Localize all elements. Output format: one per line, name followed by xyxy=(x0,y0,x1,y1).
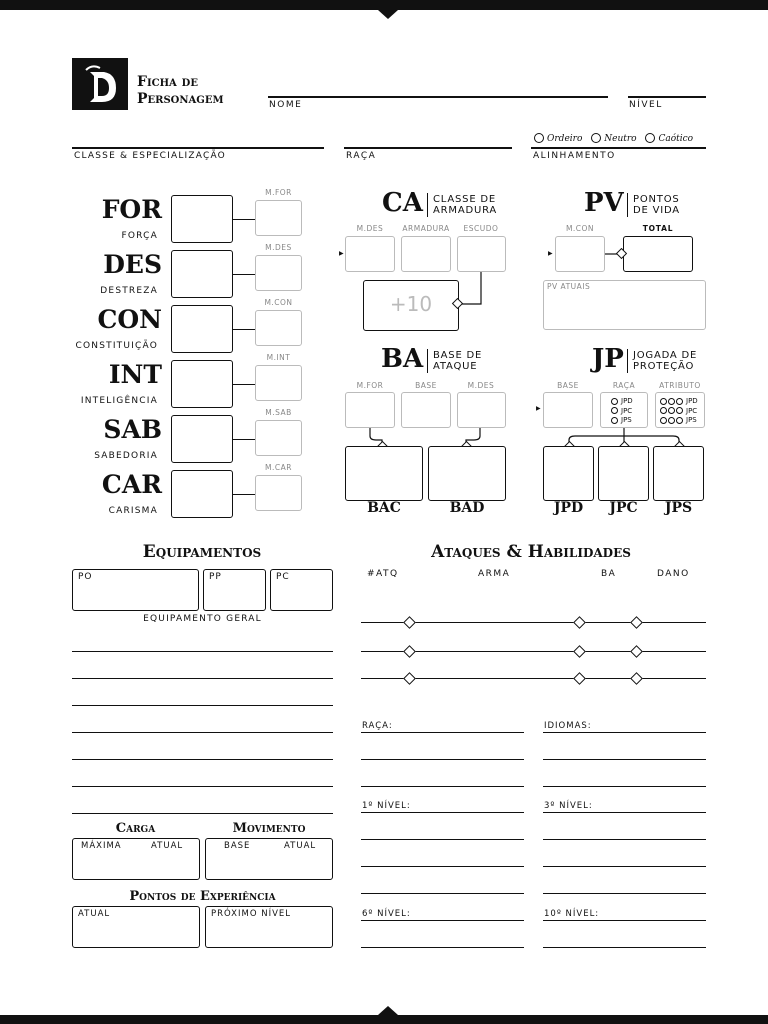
pp-box[interactable] xyxy=(203,569,266,611)
level6-label: 6º NÍVEL: xyxy=(362,909,411,919)
jp-arrow: ▶ xyxy=(536,405,541,412)
jp-race-jps[interactable]: JPS xyxy=(611,416,647,426)
attr-car-mod-box[interactable] xyxy=(255,475,302,511)
load-title: Carga xyxy=(115,821,156,836)
attr-int-connector xyxy=(233,384,255,385)
alignment-option-ordeiro[interactable]: Ordeiro xyxy=(534,134,582,144)
jp-attr-jps[interactable]: JPS xyxy=(660,416,704,426)
attr-for-box[interactable] xyxy=(171,195,233,243)
move-base-label: BASE xyxy=(224,841,251,851)
load-max-label: MÁXIMA xyxy=(81,841,122,851)
general-equipment-label: EQUIPAMENTO GERAL xyxy=(143,614,262,624)
attack-row-diamond xyxy=(630,645,643,658)
attr-car-name: CARISMA xyxy=(108,506,158,516)
jps-box[interactable] xyxy=(653,446,704,501)
attack-row-diamond xyxy=(403,645,416,658)
attr-sab-box[interactable] xyxy=(171,415,233,463)
ca-armor-box[interactable] xyxy=(401,236,451,272)
load-box[interactable] xyxy=(72,838,200,880)
attr-int-name: INTELIGÊNCIA xyxy=(80,396,158,406)
attr-for-name: FORÇA xyxy=(121,231,158,241)
attr-con-mod-label: M.CON xyxy=(264,298,293,307)
ability-line-right[interactable] xyxy=(543,866,706,867)
equipment-title: Equipamentos xyxy=(142,542,262,562)
attr-con-mod-box[interactable] xyxy=(255,310,302,346)
ability-line-left[interactable] xyxy=(361,920,524,921)
ability-line-right[interactable] xyxy=(543,732,706,733)
languages-label: IDIOMAS: xyxy=(544,721,592,731)
attack-row-diamond xyxy=(630,672,643,685)
attr-sab-name: SABEDORIA xyxy=(94,451,158,461)
name-label: NOME xyxy=(269,100,303,110)
level10-label: 10º NÍVEL: xyxy=(544,909,600,919)
jps-label: JPS xyxy=(664,500,693,516)
alignment-option-caotico[interactable]: Caótico xyxy=(645,134,693,144)
pc-box[interactable] xyxy=(270,569,333,611)
ca-base-value: +10 xyxy=(389,292,433,316)
jpc-label: JPC xyxy=(609,500,638,516)
class-field[interactable] xyxy=(72,147,324,149)
bac-label: BAC xyxy=(367,500,401,516)
equipment-line[interactable] xyxy=(72,732,333,733)
ability-line-right[interactable] xyxy=(543,920,706,921)
alignment-options xyxy=(534,133,693,144)
pv-mcon-label: M.CON xyxy=(565,224,595,233)
ba-mdes-box[interactable] xyxy=(457,392,506,428)
ability-line-right[interactable] xyxy=(543,947,706,948)
race-field[interactable] xyxy=(344,147,512,149)
attr-con-box[interactable] xyxy=(171,305,233,353)
ability-line-right[interactable] xyxy=(543,759,706,760)
attr-for-abbr: FOR xyxy=(101,195,162,224)
ability-line-left[interactable] xyxy=(361,947,524,948)
level-label: NÍVEL xyxy=(629,100,663,110)
bad-box[interactable] xyxy=(428,446,506,501)
jp-divider xyxy=(627,349,628,373)
attack-row-diamond xyxy=(573,616,586,629)
race-abilities-label: RAÇA: xyxy=(362,721,393,731)
col-weapon: ARMA xyxy=(478,569,511,579)
pv-mcon-box[interactable] xyxy=(555,236,605,272)
attr-car-connector xyxy=(233,494,255,495)
level3-label: 3º NÍVEL: xyxy=(544,801,593,811)
attr-des-box[interactable] xyxy=(171,250,233,298)
jp-base-box[interactable] xyxy=(543,392,593,428)
jp-attr-jpc[interactable]: JPC xyxy=(660,407,704,417)
attr-car-box[interactable] xyxy=(171,470,233,518)
attr-des-abbr: DES xyxy=(103,250,162,279)
attack-row-diamond xyxy=(573,672,586,685)
pc-label: PC xyxy=(276,572,290,582)
attr-car-abbr: CAR xyxy=(101,470,162,499)
attr-sab-connector xyxy=(233,439,255,440)
ability-line-left[interactable] xyxy=(361,839,524,840)
attack-row-diamond xyxy=(573,645,586,658)
movement-box[interactable] xyxy=(205,838,333,880)
bad-label: BAD xyxy=(449,500,485,516)
pv-title: PV xyxy=(584,188,624,218)
ba-base-box[interactable] xyxy=(401,392,451,428)
level-field[interactable] xyxy=(628,96,706,98)
attr-des-connector xyxy=(233,274,255,275)
ba-base-label: BASE xyxy=(415,381,437,390)
ca-connector xyxy=(440,270,490,310)
xp-next-box[interactable] xyxy=(205,906,333,948)
ca-title: CA xyxy=(382,188,423,218)
jp-race-box xyxy=(600,392,648,428)
ability-line-left[interactable] xyxy=(361,812,524,813)
class-label: CLASSE & ESPECIALIZAÇÃO xyxy=(74,151,226,161)
attr-for-connector xyxy=(233,219,255,220)
ability-line-left[interactable] xyxy=(361,893,524,894)
attacks-title: Ataques & Habilidades xyxy=(431,542,631,562)
ability-line-left[interactable] xyxy=(361,732,524,733)
po-box[interactable] xyxy=(72,569,199,611)
ca-desc: CLASSE DE ARMADURA xyxy=(433,194,498,216)
equipment-line[interactable] xyxy=(72,759,333,760)
attr-int-abbr: INT xyxy=(108,360,162,389)
xp-current-box[interactable] xyxy=(72,906,200,948)
ability-line-right[interactable] xyxy=(543,812,706,813)
move-current-label: ATUAL xyxy=(284,841,317,851)
ability-line-left[interactable] xyxy=(361,759,524,760)
top-notch xyxy=(378,10,398,19)
race-label: RAÇA xyxy=(346,151,377,161)
attr-des-mod-box[interactable] xyxy=(255,255,302,291)
ba-mdes-label: M.DES xyxy=(467,381,495,390)
attack-row-diamond xyxy=(630,616,643,629)
jp-title: JP xyxy=(592,344,624,374)
bottom-notch xyxy=(378,1006,398,1015)
equipment-line[interactable] xyxy=(72,786,333,787)
bottom-bar xyxy=(0,1015,768,1024)
ability-line-right[interactable] xyxy=(543,786,706,787)
pv-divider xyxy=(627,193,628,217)
attr-for-mod-box[interactable] xyxy=(255,200,302,236)
load-current-label: ATUAL xyxy=(151,841,184,851)
pv-arrow: ▶ xyxy=(548,250,553,257)
attr-con-name: CONSTITUIÇÃO xyxy=(75,341,158,351)
ba-desc: BASE DE ATAQUE xyxy=(433,350,483,372)
top-bar xyxy=(0,0,768,10)
xp-next-label: PRÓXIMO NÍVEL xyxy=(211,909,292,919)
alignment-label: ALINHAMENTO xyxy=(533,151,616,161)
ability-line-left[interactable] xyxy=(361,786,524,787)
jp-base-label: BASE xyxy=(557,381,579,390)
ca-mdes-box[interactable] xyxy=(345,236,395,272)
ca-mdes-label: M.DES xyxy=(356,224,384,233)
jp-desc: JOGADA DE PROTEÇÃO xyxy=(633,350,698,372)
equipment-line[interactable] xyxy=(72,678,333,679)
sheet-title: Ficha de Personagem xyxy=(137,74,224,107)
col-ba: BA xyxy=(601,569,617,579)
ability-line-right[interactable] xyxy=(543,893,706,894)
attr-con-connector xyxy=(233,329,255,330)
alignment-field[interactable] xyxy=(531,147,706,149)
ca-armor-label: ARMADURA xyxy=(402,224,450,233)
alignment-option-neutro[interactable]: Neutro xyxy=(591,134,636,144)
ca-divider xyxy=(427,193,428,217)
level1-label: 1º NÍVEL: xyxy=(362,801,411,811)
ba-title: BA xyxy=(381,344,424,374)
pv-total-box[interactable] xyxy=(623,236,693,272)
jp-attribute-label: ATRIBUTO xyxy=(659,381,701,390)
jp-attribute-box xyxy=(655,392,705,428)
ca-shield-label: ESCUDO xyxy=(463,224,499,233)
xp-title: Pontos de Experiência xyxy=(129,889,276,904)
equipment-line[interactable] xyxy=(72,651,333,652)
attack-row-diamond xyxy=(403,672,416,685)
ba-mfor-box[interactable] xyxy=(345,392,395,428)
ba-divider xyxy=(427,349,428,373)
pv-desc: PONTOS DE VIDA xyxy=(633,194,680,216)
attr-int-mod-box[interactable] xyxy=(255,365,302,401)
col-damage: DANO xyxy=(657,569,690,579)
po-label: PO xyxy=(78,572,93,582)
jpd-label: JPD xyxy=(553,500,584,516)
attr-des-mod-label: M.DES xyxy=(265,243,292,252)
ability-line-left[interactable] xyxy=(361,866,524,867)
equipment-line[interactable] xyxy=(72,813,333,814)
pv-current-label: PV ATUAIS xyxy=(547,282,591,291)
equipment-line[interactable] xyxy=(72,705,333,706)
attr-for-mod-label: M.FOR xyxy=(265,188,292,197)
jp-race-jpc[interactable]: JPC xyxy=(611,407,647,417)
jpc-box[interactable] xyxy=(598,446,649,501)
attr-sab-mod-label: M.SAB xyxy=(265,408,292,417)
xp-current-label: ATUAL xyxy=(78,909,111,919)
name-field[interactable] xyxy=(268,96,608,98)
attr-int-mod-label: M.INT xyxy=(266,353,291,362)
attr-int-box[interactable] xyxy=(171,360,233,408)
col-atq: #ATQ xyxy=(367,569,399,579)
pp-label: PP xyxy=(209,572,222,582)
attr-con-abbr: CON xyxy=(97,305,162,334)
jpd-box[interactable] xyxy=(543,446,594,501)
ba-mfor-label: M.FOR xyxy=(356,381,384,390)
attr-sab-mod-box[interactable] xyxy=(255,420,302,456)
bac-box[interactable] xyxy=(345,446,423,501)
jp-race-jpd[interactable]: JPD xyxy=(611,397,647,407)
pv-connector xyxy=(604,248,628,260)
attr-sab-abbr: SAB xyxy=(103,415,162,444)
movement-title: Movimento xyxy=(232,821,306,836)
attack-row-diamond xyxy=(403,616,416,629)
ca-arrow: ▶ xyxy=(339,250,344,257)
ca-shield-box[interactable] xyxy=(457,236,506,272)
logo-icon xyxy=(72,58,128,110)
attr-des-name: DESTREZA xyxy=(100,286,158,296)
ability-line-right[interactable] xyxy=(543,839,706,840)
pv-total-label: TOTAL xyxy=(642,224,674,233)
attr-car-mod-label: M.CAR xyxy=(265,463,292,472)
jp-race-label: RAÇA xyxy=(612,381,636,390)
jp-attr-jpd[interactable]: JPD xyxy=(660,397,704,407)
